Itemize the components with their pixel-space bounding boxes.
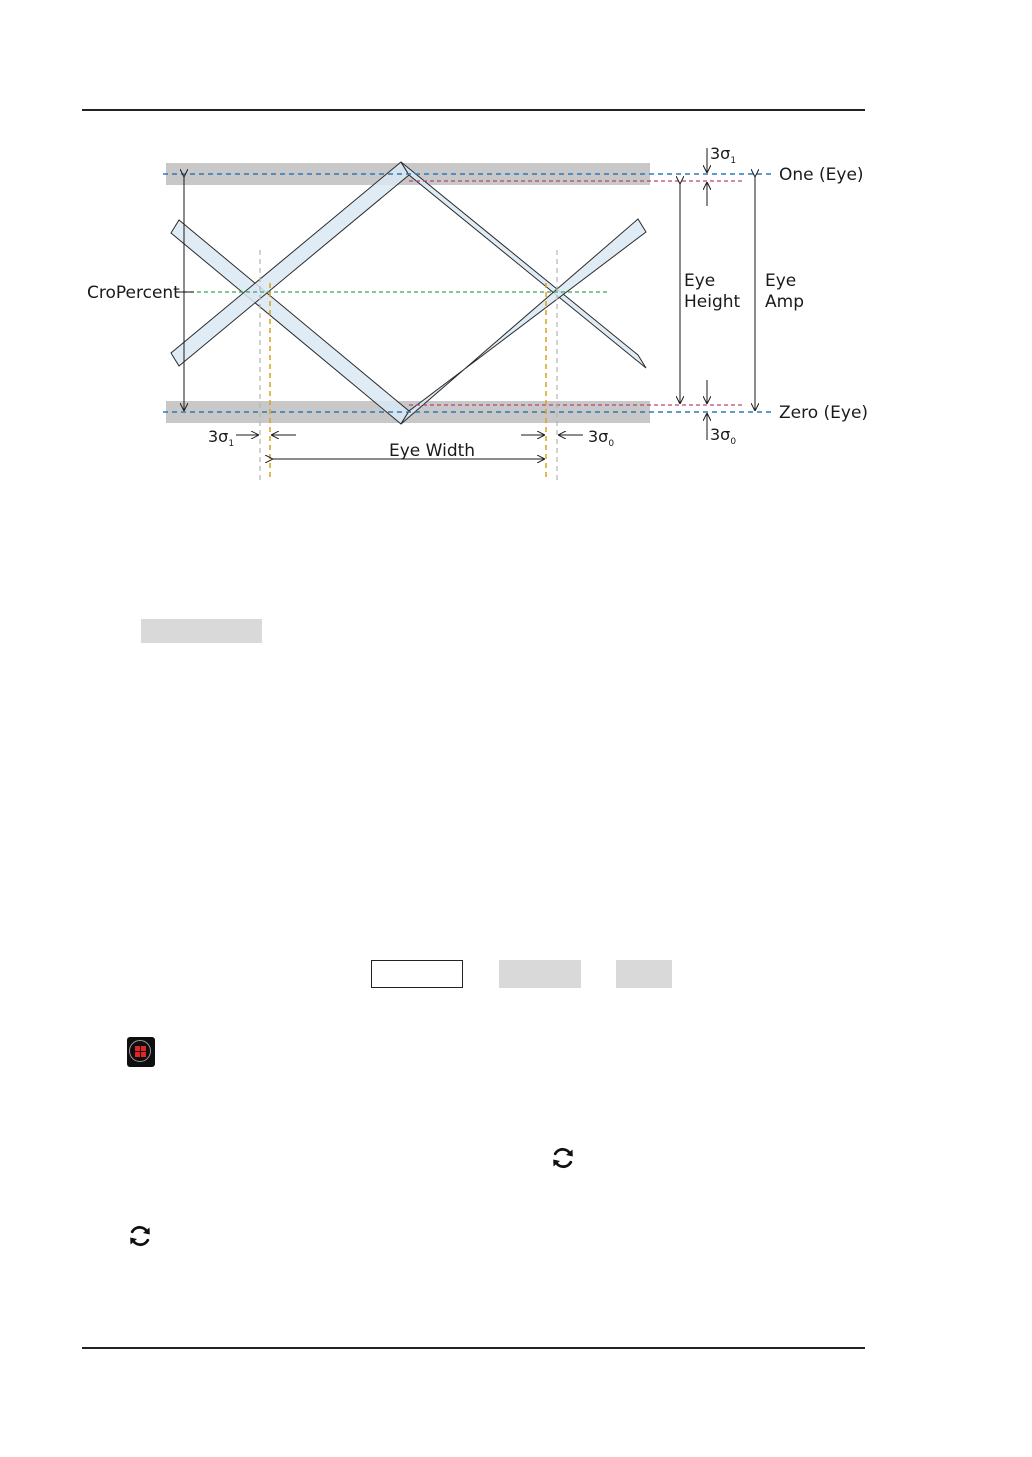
sigma0-right-label: $3\sigma_0$ — [588, 427, 615, 449]
footer-rule — [82, 1347, 865, 1349]
eye-amp-label-2: Amp — [765, 292, 804, 312]
sigma1-top-label: $3\sigma_1$ — [710, 144, 737, 166]
key-box-3 — [616, 960, 672, 988]
zero-eye-label: Zero (Eye) — [779, 403, 869, 423]
sigma0-bottom-label: $3\sigma_0$ — [710, 425, 737, 447]
cropercent-label: CroPercent — [87, 283, 180, 303]
trace-rise-right — [401, 219, 646, 424]
app-grid-icon — [127, 1037, 155, 1067]
trace-fall-right — [401, 162, 646, 368]
highlighted-term — [141, 619, 262, 643]
eye-diagram — [0, 0, 1032, 500]
trace-rise-left — [171, 162, 409, 366]
refresh-icon — [550, 1145, 576, 1171]
eye-height-label-1: Eye — [684, 271, 716, 291]
one-eye-label: One (Eye) — [779, 165, 864, 185]
signal-traces — [171, 162, 646, 424]
eye-width-label: Eye Width — [389, 441, 476, 461]
eye-amp-label-1: Eye — [765, 271, 797, 291]
trace-fall-left — [171, 220, 409, 424]
key-box-1 — [371, 960, 463, 988]
eye-height-label-2: Height — [684, 292, 741, 312]
key-box-2 — [499, 960, 581, 988]
sigma1-left-label: $3\sigma_1$ — [208, 427, 235, 449]
refresh-icon — [127, 1223, 153, 1249]
